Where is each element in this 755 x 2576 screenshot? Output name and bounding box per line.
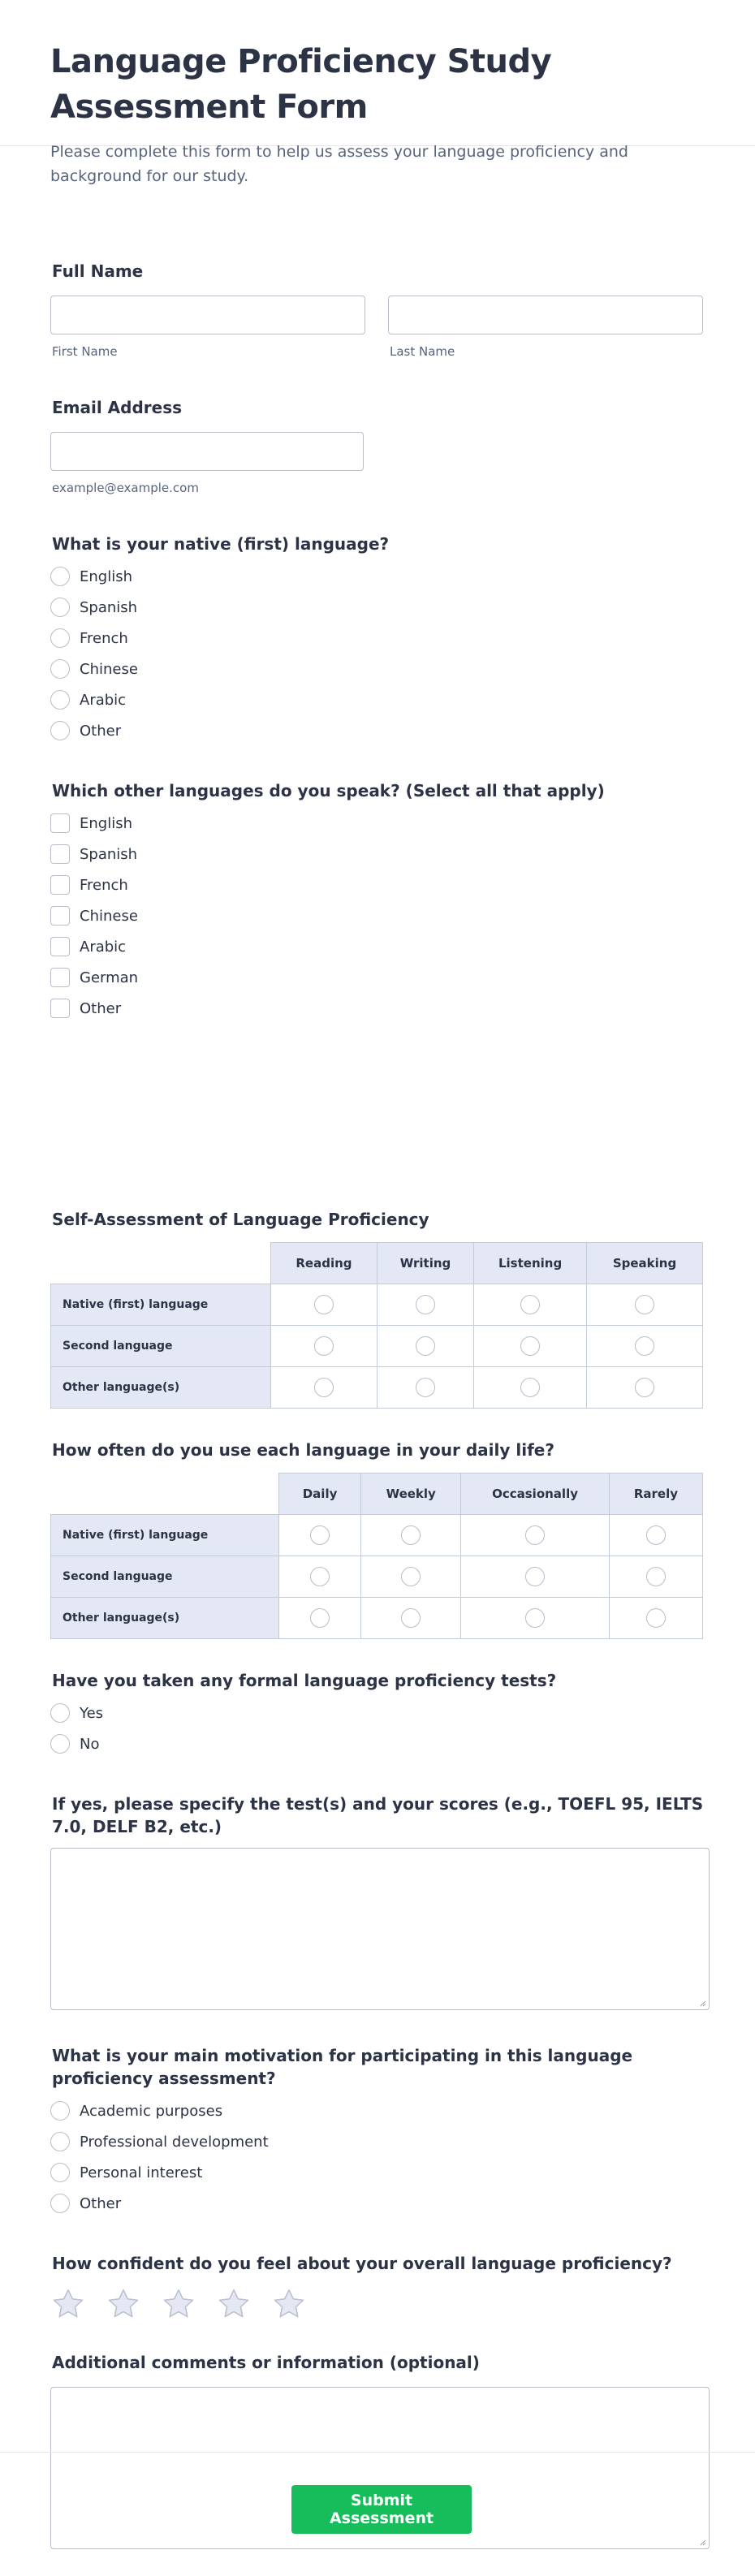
checkbox[interactable] [50,844,70,864]
option-label: Chinese [80,907,138,925]
radio-button[interactable] [520,1295,540,1314]
matrix-column-header: Occasionally [461,1474,610,1515]
matrix-cell[interactable] [361,1515,461,1556]
matrix-column-header: Weekly [361,1474,461,1515]
usage-frequency-matrix [50,1473,703,1639]
star-icon[interactable] [216,2286,252,2322]
radio-button[interactable] [50,1703,70,1723]
formal-tests-option-no[interactable] [50,1732,99,1755]
radio-button[interactable] [310,1608,330,1628]
usage-frequency-label: How often do you use each language in your daily life? [52,1440,554,1460]
option-label: Spanish [80,598,138,616]
email-sublabel: example@example.com [52,481,199,495]
radio-button[interactable] [310,1525,330,1545]
checkbox[interactable] [50,999,70,1018]
matrix-row-label: Native (first) language [51,1515,279,1556]
option-label: Personal interest [80,2164,203,2181]
native-option-chinese[interactable] [50,658,138,680]
matrix-row [51,1515,703,1556]
email-input[interactable] [50,432,364,471]
native-option-other[interactable] [50,719,121,742]
other-option-french[interactable] [50,874,128,896]
email-label: Email Address [52,398,183,417]
radio-button[interactable] [525,1525,545,1545]
matrix-cell[interactable] [361,1598,461,1639]
matrix-column-header: Writing [377,1243,473,1284]
self-assessment-question [52,1208,711,1231]
matrix-cell[interactable] [377,1326,473,1367]
radio-button[interactable] [310,1567,330,1586]
option-label: French [80,629,128,647]
radio-button[interactable] [416,1378,435,1397]
first-name-input[interactable] [50,296,365,334]
matrix-cell[interactable] [587,1284,703,1326]
matrix-corner [51,1474,279,1515]
matrix-cell[interactable] [587,1326,703,1367]
matrix-cell[interactable] [377,1367,473,1409]
checkbox[interactable] [50,906,70,926]
other-option-spanish[interactable] [50,843,137,865]
matrix-corner [51,1243,271,1284]
radio-button[interactable] [401,1567,421,1586]
radio-button[interactable] [314,1378,334,1397]
formal-tests-question [52,1669,711,1692]
matrix-row [51,1598,703,1639]
form-header [0,0,755,185]
matrix-row-label: Other language(s) [51,1367,271,1409]
radio-button[interactable] [314,1295,334,1314]
formal-tests-option-yes[interactable] [50,1702,103,1724]
test-scores-label: If yes, please specify the test(s) and your scores (e.g., TOEFL 95, IELTS 7.0, DELF B2, etc.) [52,1794,704,1836]
last-name-sublabel: Last Name [390,344,455,359]
form-footer [0,2452,755,2576]
option-label: English [80,567,132,585]
last-name-input[interactable] [388,296,703,334]
option-label: French [80,876,128,894]
option-label: Arabic [80,938,127,956]
checkbox[interactable] [50,937,70,956]
matrix-cell[interactable] [461,1598,610,1639]
radio-button[interactable] [525,1608,545,1628]
star-icon[interactable] [50,2286,86,2322]
native-option-french[interactable] [50,627,128,649]
checkbox[interactable] [50,875,70,895]
matrix-row [51,1326,703,1367]
matrix-cell[interactable] [474,1326,587,1367]
matrix-row [51,1556,703,1598]
matrix-column-header: Listening [474,1243,587,1284]
matrix-column-header: Daily [278,1474,360,1515]
self-assessment-label: Self-Assessment of Language Proficiency [52,1210,429,1229]
form-description: Please complete this form to help us assess your language proficiency and background for our study. [50,143,628,185]
matrix-column-header: Speaking [587,1243,703,1284]
star-icon[interactable] [106,2286,141,2322]
option-label: Spanish [80,845,138,863]
native-option-english[interactable] [50,565,132,588]
matrix-row-label: Other language(s) [51,1598,279,1639]
radio-button[interactable] [401,1525,421,1545]
matrix-cell[interactable] [377,1284,473,1326]
matrix-cell[interactable] [474,1367,587,1409]
radio-button[interactable] [314,1336,334,1356]
usage-frequency-question [52,1439,711,1461]
native-language-label: What is your native (first) language? [52,534,390,554]
confidence-question [52,2252,711,2275]
motivation-option-personal[interactable] [50,2161,202,2184]
checkbox[interactable] [50,813,70,833]
radio-button[interactable] [646,1525,666,1545]
radio-button[interactable] [401,1608,421,1628]
matrix-cell[interactable] [461,1556,610,1598]
matrix-cell[interactable] [270,1367,377,1409]
matrix-cell[interactable] [474,1284,587,1326]
radio-button[interactable] [50,2101,70,2121]
radio-button[interactable] [50,598,70,617]
radio-button[interactable] [520,1336,540,1356]
radio-button[interactable] [635,1336,654,1356]
other-option-other[interactable] [50,997,121,1020]
radio-button[interactable] [416,1336,435,1356]
option-label: Yes [80,1704,104,1722]
option-label: Professional development [80,2133,269,2151]
native-option-spanish[interactable] [50,596,137,619]
radio-button[interactable] [50,690,70,710]
resize-grip-icon[interactable] [698,1999,706,2007]
option-label: German [80,969,139,986]
test-scores-textarea[interactable] [50,1848,710,2010]
radio-button[interactable] [520,1378,540,1397]
matrix-row-label: Second language [51,1326,271,1367]
motivation-option-other[interactable] [50,2192,121,2215]
other-languages-question [52,779,711,802]
matrix-cell[interactable] [587,1367,703,1409]
submit-button[interactable]: Submit Assessment [291,2485,472,2534]
matrix-row-label: Second language [51,1556,279,1598]
radio-button[interactable] [50,628,70,648]
star-icon[interactable] [161,2286,196,2322]
matrix-cell[interactable] [270,1326,377,1367]
full-name-label: Full Name [52,261,144,281]
option-label: Other [80,722,122,740]
radio-button[interactable] [416,1295,435,1314]
matrix-cell[interactable] [278,1556,360,1598]
motivation-option-professional[interactable] [50,2130,269,2153]
test-scores-question [52,1793,711,1838]
option-label: English [80,814,132,832]
other-languages-label: Which other languages do you speak? (Select all that apply) [52,781,605,800]
radio-button[interactable] [50,1734,70,1754]
first-name-sublabel: First Name [52,344,118,359]
other-option-arabic[interactable] [50,935,126,958]
matrix-cell[interactable] [361,1556,461,1598]
option-label: Other [80,999,122,1017]
option-label: Other [80,2194,122,2212]
matrix-cell[interactable] [278,1515,360,1556]
radio-button[interactable] [50,567,70,586]
option-label: Academic purposes [80,2102,223,2120]
comments-question [52,2351,711,2374]
star-icon[interactable] [271,2286,307,2322]
option-label: Chinese [80,660,138,678]
matrix-cell[interactable] [278,1598,360,1639]
native-language-question [52,533,711,555]
motivation-label: What is your main motivation for participating in this language proficiency assessment? [52,2046,633,2088]
comments-label: Additional comments or information (optional) [52,2353,480,2372]
star-rating [50,2286,375,2322]
radio-button[interactable] [525,1567,545,1586]
radio-button[interactable] [50,2132,70,2151]
full-name-field [52,260,711,283]
self-assessment-matrix [50,1242,703,1409]
native-option-arabic[interactable] [50,688,126,711]
radio-button[interactable] [50,2163,70,2182]
confidence-label: How confident do you feel about your overall language proficiency? [52,2254,672,2273]
radio-button[interactable] [646,1567,666,1586]
matrix-cell[interactable] [609,1556,702,1598]
other-option-chinese[interactable] [50,904,138,927]
motivation-option-academic[interactable] [50,2099,222,2122]
motivation-question [52,2044,711,2090]
matrix-cell[interactable] [609,1515,702,1556]
other-option-english[interactable] [50,812,132,835]
radio-button[interactable] [635,1295,654,1314]
email-field [52,396,711,419]
matrix-cell[interactable] [609,1598,702,1639]
matrix-column-header: Rarely [609,1474,702,1515]
form-title: Language Proficiency Study Assessment Form [50,43,552,126]
checkbox[interactable] [50,968,70,987]
option-label: No [80,1735,100,1753]
matrix-row-label: Native (first) language [51,1284,271,1326]
option-label: Arabic [80,691,127,709]
radio-button[interactable] [50,659,70,679]
matrix-cell[interactable] [461,1515,610,1556]
other-option-german[interactable] [50,966,138,989]
matrix-row [51,1284,703,1326]
matrix-cell[interactable] [270,1284,377,1326]
radio-button[interactable] [50,721,70,740]
radio-button[interactable] [646,1608,666,1628]
matrix-column-header: Reading [270,1243,377,1284]
radio-button[interactable] [635,1378,654,1397]
matrix-row [51,1367,703,1409]
radio-button[interactable] [50,2194,70,2213]
formal-tests-label: Have you taken any formal language proficiency tests? [52,1671,557,1690]
